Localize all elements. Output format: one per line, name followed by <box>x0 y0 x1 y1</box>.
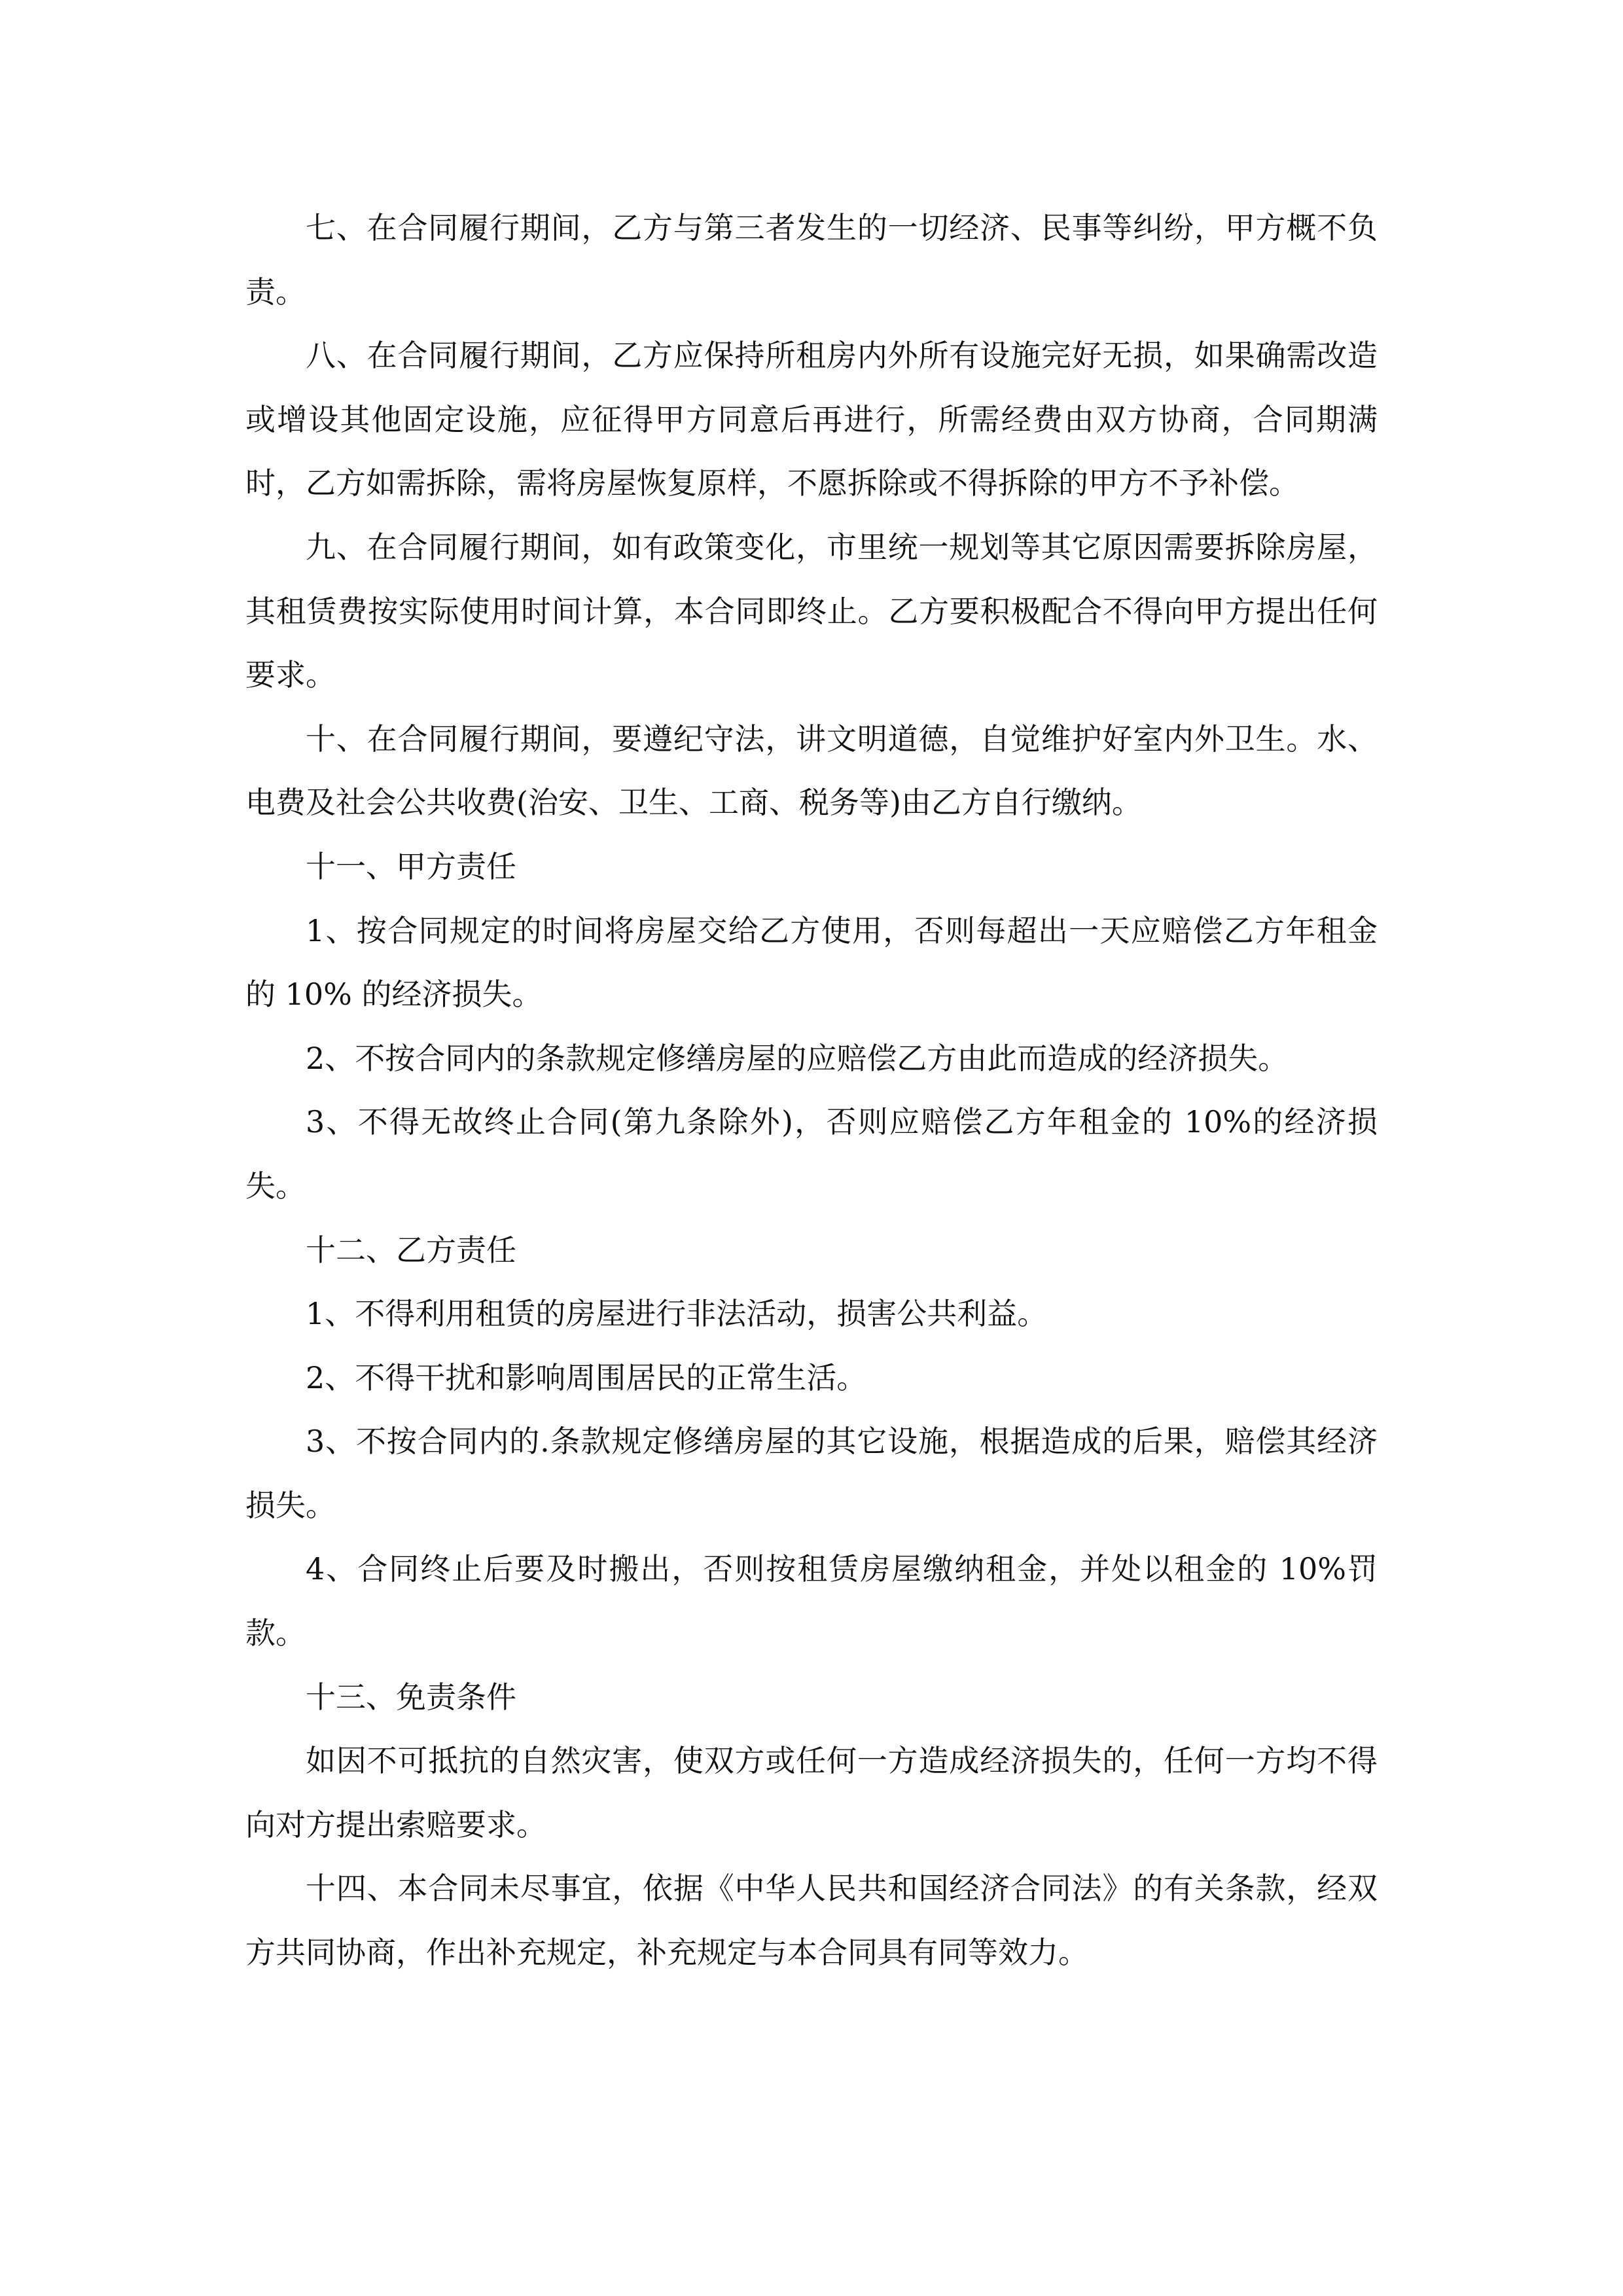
clause-12-item-2: 2、不得干扰和影响周围居民的正常生活。 <box>306 1359 867 1395</box>
clause-12-item-3: 3、不按合同内的.条款规定修缮房屋的其它设施，根据造成的后果，赔偿其经济损失。 <box>245 1424 1378 1523</box>
clause-10-paragraph: 十、在合同履行期间，要遵纪守法，讲文明道德，自觉维护好室内外卫生。水、电费及社会公共收费(治安、卫生、工商、税务等)由乙方自行缴纳。 <box>245 721 1378 821</box>
clause-7-paragraph: 七、在合同履行期间，乙方与第三者发生的一切经济、民事等纠纷，甲方概不负责。 <box>245 210 1378 310</box>
clause-11-heading: 十一、甲方责任 <box>306 848 516 884</box>
clause-9-paragraph: 九、在合同履行期间，如有政策变化，市里统一规划等其它原因需要拆除房屋，其租赁费按实际使用时间计算，本合同即终止。乙方要积极配合不得向甲方提出任何要求。 <box>245 529 1378 693</box>
clause-11-item-1: 1、按合同规定的时间将房屋交给乙方使用，否则每超出一天应赔偿乙方年租金的 10% 的经济损失。 <box>245 912 1378 1013</box>
clause-13-body: 如因不可抵抗的自然灾害，使双方或任何一方造成经济损失的，任何一方均不得向对方提出索赔要求。 <box>245 1743 1378 1842</box>
clause-12-heading: 十二、乙方责任 <box>306 1232 516 1268</box>
clause-8-paragraph: 八、在合同履行期间，乙方应保持所租房内外所有设施完好无损，如果确需改造或增设其他固定设施，应征得甲方同意后再进行，所需经费由双方协商，合同期满时，乙方如需拆除，需将房屋恢复原样，不愿拆除或不得拆除的甲方不予补偿。 <box>245 338 1378 501</box>
clause-12-item-1: 1、不得利用租赁的房屋进行非法活动，损害公共利益。 <box>306 1296 1048 1332</box>
document-page <box>245 196 1378 1985</box>
clause-11-item-2: 2、不按合同内的条款规定修缮房屋的应赔偿乙方由此而造成的经济损失。 <box>306 1040 1289 1076</box>
clause-12-item-4: 4、合同终止后要及时搬出，否则按租赁房屋缴纳租金，并处以租金的 10%罚款。 <box>245 1551 1378 1651</box>
clause-14-paragraph: 十四、本合同未尽事宜，依据《中华人民共和国经济合同法》的有关条款，经双方共同协商，作出补充规定，补充规定与本合同具有同等效力。 <box>245 1871 1378 1971</box>
clause-13-heading: 十三、免责条件 <box>306 1679 516 1715</box>
clause-11-item-3: 3、不得无故终止合同(第九条除外)，否则应赔偿乙方年租金的 10%的经济损失。 <box>245 1104 1378 1204</box>
